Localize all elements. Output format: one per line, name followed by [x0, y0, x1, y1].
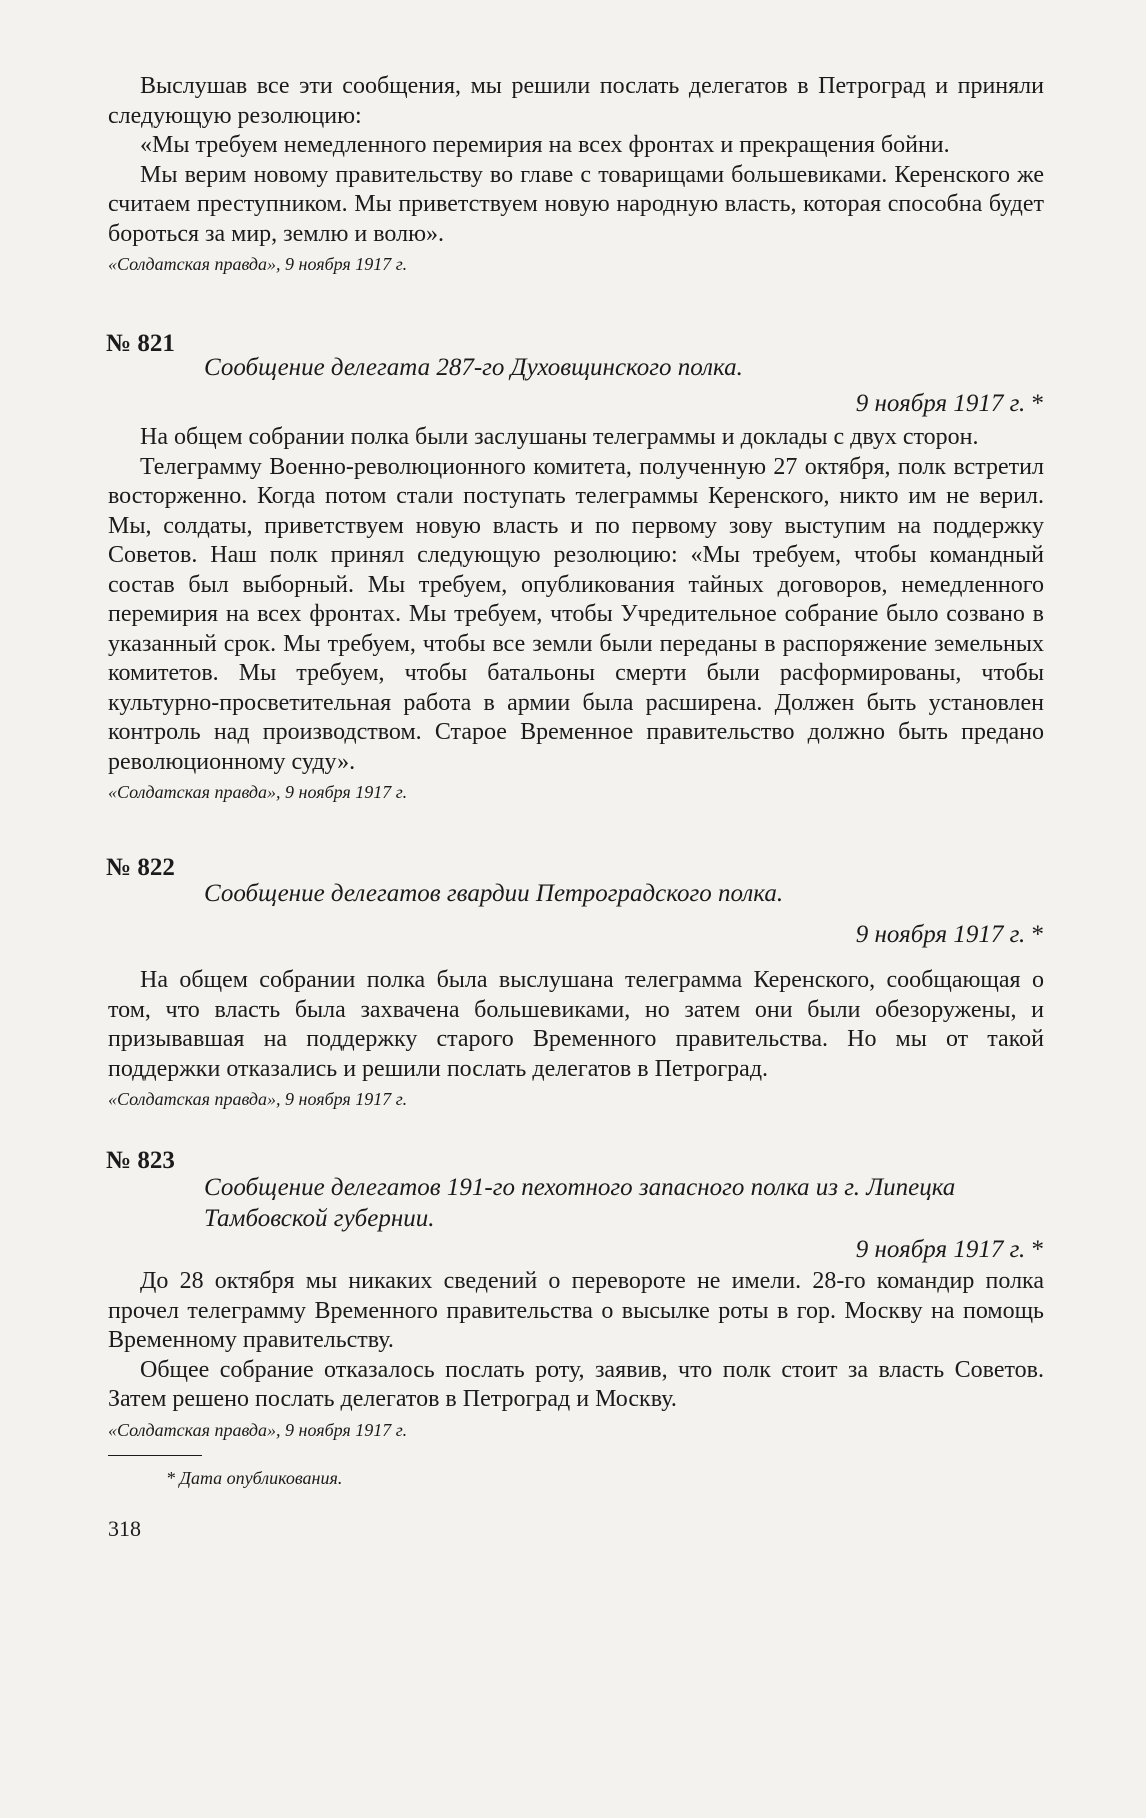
footnote-mark: * [1031, 390, 1044, 417]
document-date [108, 919, 1044, 950]
document-title: Сообщение делегата 287-го Духовщинского полка. [204, 354, 743, 381]
document-number: № 822 [106, 854, 175, 881]
intro-section [108, 72, 1044, 277]
document-822 [108, 853, 1044, 1112]
document-date [108, 388, 1044, 419]
document-paragraph: До 28 октября мы никаких сведений о перевороте не имели. 28-го командир полка прочел телеграмму Временного правительства о высылке роты в гор. Москву на помощь Временному правительству. [108, 1268, 1044, 1353]
document-821 [108, 329, 1044, 805]
document-date [108, 1234, 1044, 1265]
source-citation: «Солдатская правда», 9 ноября 1917 г. [108, 1089, 408, 1109]
document-title: Сообщение делегатов 191-го пехотного запасного полка из г. Липецка Тамбовской губернии. [204, 1174, 956, 1232]
source-citation: «Солдатская правда», 9 ноября 1917 г. [108, 1419, 408, 1440]
document-date-text: 9 ноября 1917 г. [855, 390, 1026, 417]
document-date-text: 9 ноября 1917 г. [855, 921, 1026, 948]
document-title: Сообщение делегатов гвардии Петроградского полка. [204, 880, 784, 907]
footnote-divider [108, 1455, 202, 1456]
document-paragraph: На общем собрании полка была выслушана телеграмма Керенского, сообщающая о том, что власть была захвачена большевиками, но затем они были обезоружены, и призывавшая на поддержку старого Временного правительства. Но мы от такой поддержки отказались и решили послать делегатов в Петроград. [108, 967, 1044, 1082]
document-number: № 823 [106, 1147, 175, 1174]
page-number: 318 [108, 1515, 141, 1541]
intro-paragraph: Выслушав все эти сообщения, мы решили послать делегатов в Петроград и приняли следующую резолюцию: [108, 73, 1044, 129]
document-823 [108, 1146, 1044, 1443]
footnote: * Дата опубликования. [166, 1467, 343, 1488]
document-number: № 821 [106, 330, 175, 357]
document-paragraph: На общем собрании полка были заслушаны телеграммы и доклады с двух сторон. [140, 424, 979, 450]
document-paragraph: Общее собрание отказалось послать роту, заявив, что полк стоит за власть Советов. Затем решено послать делегатов в Петроград и Москву. [108, 1356, 1044, 1412]
source-citation: «Солдатская правда», 9 ноября 1917 г. [108, 254, 408, 274]
source-citation: «Солдатская правда», 9 ноября 1917 г. [108, 782, 408, 802]
document-paragraph: Телеграмму Военно-революционного комитета, полученную 27 октября, полк встретил восторженно. Когда потом стали поступать телеграммы Керенского, никто им не верил. Мы, солдаты, приветствуем новую власть и по первому зову выступим на поддержку Советов. Наш полк принял следующую резолюцию: «Мы требуем, чтобы командный состав был выборный. Мы требуем, опубликования тайных договоров, немедленного перемирия на всех фронтах. Мы требуем, чтобы Учредительное собрание было созвано в указанный срок. Мы требуем, чтобы все земли были переданы в распоряжение земельных комитетов. Мы требуем, чтобы батальоны смерти были расформированы, чтобы культурно-просветительная работа в армии была расширена. Должен быть установлен контроль над производством. Старое Временное правительство должно быть предано революционному суду». [108, 453, 1044, 775]
intro-paragraph: Мы верим новому правительству во главе с товарищами большевиками. Керенского же считаем преступником. Мы приветствуем новую народную власть, которая способна будет бороться за мир, землю и волю». [108, 161, 1044, 247]
intro-paragraph: «Мы требуем немедленного перемирия на всех фронтах и прекращения бойни. [140, 132, 950, 158]
footnote-mark: * [1031, 1236, 1044, 1263]
document-date-text: 9 ноября 1917 г. [855, 1236, 1026, 1263]
document-page [108, 72, 1044, 1542]
footnote-mark: * [1031, 921, 1044, 948]
